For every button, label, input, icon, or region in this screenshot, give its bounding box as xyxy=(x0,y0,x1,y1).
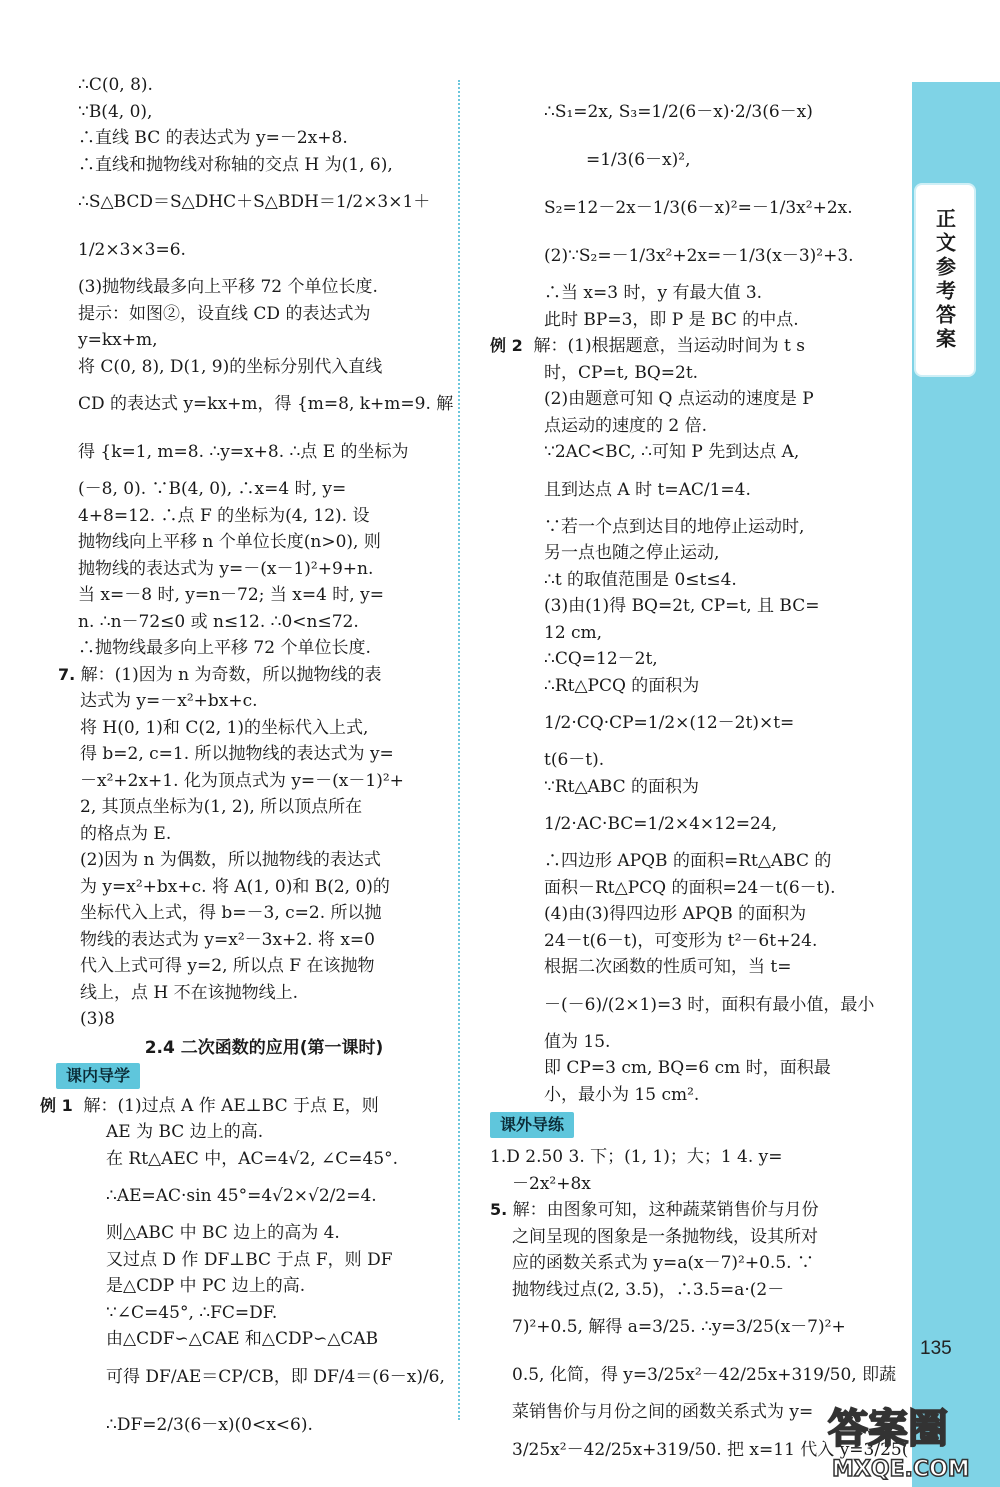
question-number: 5. xyxy=(490,1200,508,1219)
text-line: 为 y=x²+bx+c. 将 A(1, 0)和 B(2, 0)的 xyxy=(80,876,390,897)
text-line: 且到达点 A 时 t=AC/1=4. xyxy=(544,479,751,500)
text-line: 是△CDP 中 PC 边上的高. xyxy=(106,1276,306,1296)
text-line: 提示：如图②，设直线 CD 的表达式为 xyxy=(78,303,371,324)
text-line: 7)²+0.5, 解得 a=3/25. ∴y=3/25(x－7)²+ xyxy=(512,1317,846,1337)
text-line: 将 H(0, 1)和 C(2, 1)的坐标代入上式, xyxy=(80,717,369,738)
text-line: 解：(1)过点 A 作 AE⊥BC 于点 E，则 xyxy=(83,1095,379,1116)
text-line: ∴直线和抛物线对称轴的交点 H 为(1, 6), xyxy=(78,154,393,175)
text-line: 菜销售价与月份之间的函数关系式为 y= xyxy=(512,1402,814,1422)
example-label: 例 1 xyxy=(40,1095,73,1115)
text-line: 抛物线向上平移 n 个单位长度(n>0), 则 xyxy=(78,532,381,552)
text-line: 时，CP=t, BQ=2t. xyxy=(544,362,699,383)
text-line: 物线的表达式为 y=x²－3x+2. 将 x=0 xyxy=(80,929,375,950)
text-line: 小，最小为 15 cm². xyxy=(544,1084,700,1105)
sidebar-tab-label: 正文参考答案 xyxy=(932,208,957,352)
watermark-subtext: MXQE.COM xyxy=(832,1457,970,1482)
text-line: AE 为 BC 边上的高. xyxy=(106,1122,264,1142)
text-line: 将 C(0, 8), D(1, 9)的坐标分别代入直线 xyxy=(78,356,383,377)
text-line: 代入上式可得 y=2, 所以点 F 在该抛物 xyxy=(80,956,375,976)
text-line: ∴S₁=2x, S₃=1/2(6－x)·2/3(6－x) xyxy=(544,102,813,122)
text-line: ∴四边形 APQB 的面积=Rt△ABC 的 xyxy=(544,851,832,871)
column-divider xyxy=(458,80,460,1420)
text-line: ∴抛物线最多向上平移 72 个单位长度. xyxy=(78,638,371,658)
text-line: 24－t(6－t)，可变形为 t²－6t+24. xyxy=(544,930,818,951)
text-line: 之间呈现的图象是一条抛物线，设其所对 xyxy=(512,1226,818,1247)
text-line: 坐标代入上式，得 b=－3, c=2. 所以抛 xyxy=(80,903,382,923)
text-line: (－8, 0). ∵B(4, 0), ∴x=4 时, y= xyxy=(78,479,347,499)
text-line: 解：(1)因为 n 为奇数，所以抛物线的表 xyxy=(80,664,382,685)
text-line: 4+8=12. ∴点 F 的坐标为(4, 12). 设 xyxy=(78,505,370,526)
text-line: 1/2·CQ·CP=1/2×(12－2t)×t= xyxy=(544,713,795,733)
text-line: 抛物线过点(2, 3.5)，∴3.5=a·(2－ xyxy=(512,1279,785,1300)
text-line: ∴直线 BC 的表达式为 y=－2x+8. xyxy=(78,128,348,148)
text-line: n. ∴n－72≤0 或 n≤12. ∴0<n≤72. xyxy=(78,611,359,632)
text-line: 得 b=2, c=1. 所以抛物线的表达式为 y= xyxy=(80,744,394,764)
text-line: 12 cm, xyxy=(544,622,603,643)
section-tag: 课内导学 xyxy=(56,1063,140,1089)
text-line: 则△ABC 中 BC 边上的高为 4. xyxy=(106,1223,340,1243)
text-line: CD 的表达式 y=kx+m，得 {m=8, k+m=9. 解 xyxy=(78,394,454,414)
text-line: S₂=12－2x－1/3(6－x)²=－1/3x²+2x. xyxy=(544,198,853,218)
sidebar-top xyxy=(912,0,1000,82)
watermark-logo xyxy=(820,1392,998,1484)
text-line: (4)由(3)得四边形 APQB 的面积为 xyxy=(544,904,807,924)
text-line: 2, 其顶点坐标为(1, 2), 所以顶点所在 xyxy=(80,797,363,817)
text-line: ∴S△BCD＝S△DHC＋S△BDH＝1/2×3×1＋ xyxy=(78,192,431,212)
text-line: y=kx+m, xyxy=(78,330,158,350)
text-line: 应的函数关系式为 y=a(x－7)²+0.5. ∵ xyxy=(512,1253,814,1273)
text-line: ∵B(4, 0), xyxy=(78,101,153,122)
text-line: ∴AE=AC·sin 45°=4√2×√2/2=4. xyxy=(106,1186,377,1206)
text-line: 可得 DF/AE＝CP/CB，即 DF/4＝(6－x)/6, xyxy=(106,1366,445,1387)
text-line: 达式为 y=－x²+bx+c. xyxy=(80,691,258,711)
text-line: ∵∠C=45°, ∴FC=DF. xyxy=(106,1302,278,1323)
text-line: 面积－Rt△PCQ 的面积=24－t(6－t). xyxy=(544,877,836,898)
text-line: ∴当 x=3 时，y 有最大值 3. xyxy=(544,283,763,303)
text-line: 1/2·AC·BC=1/2×4×12=24, xyxy=(544,814,778,834)
text-line: 在 Rt△AEC 中，AC=4√2, ∠C=45°. xyxy=(106,1148,399,1169)
text-line: 得 {k=1, m=8. ∴y=x+8. ∴点 E 的坐标为 xyxy=(78,442,409,462)
text-line: ∴CQ=12－2t, xyxy=(544,649,658,669)
left-column xyxy=(40,72,454,1449)
text-line: －(－6)/(2×1)=3 时，面积有最小值，最小 xyxy=(544,994,875,1015)
text-line: 另一点也随之停止运动, xyxy=(544,543,720,563)
text-line: 又过点 D 作 DF⊥BC 于点 F，则 DF xyxy=(106,1249,393,1270)
text-line: (3)8 xyxy=(80,1009,115,1029)
text-line: (2)由题意可知 Q 点运动的速度是 P xyxy=(544,389,814,409)
text-line: 的格点为 E. xyxy=(80,823,172,844)
text-line: (2)∵S₂=－1/3x²+2x=－1/3(x－3)²+3. xyxy=(544,246,854,266)
section-title: 2.4 二次函数的应用(第一课时) xyxy=(144,1037,384,1058)
text-line: 线上，点 H 不在该抛物线上. xyxy=(80,982,299,1003)
text-line: (3)抛物线最多向上平移 72 个单位长度. xyxy=(78,277,378,297)
text-line: ∵Rt△ABC 的面积为 xyxy=(544,776,700,797)
text-line: 抛物线的表达式为 y=－(x－1)²+9+n. xyxy=(78,558,374,579)
text-line: ∵若一个点到达目的地停止运动时, xyxy=(544,516,805,537)
text-line: 1/2×3×3=6. xyxy=(78,240,186,260)
text-line: 0.5, 化简，得 y=3/25x²－42/25x+319/50, 即蔬 xyxy=(512,1365,897,1385)
text-line: ∴t 的取值范围是 0≤t≤4. xyxy=(544,569,737,590)
text-line: ∴Rt△PCQ 的面积为 xyxy=(544,675,700,696)
example-label: 例 2 xyxy=(490,336,523,355)
text-line: 根据二次函数的性质可知，当 t= xyxy=(544,957,792,977)
question-number: 7. xyxy=(58,664,76,684)
sidebar-section-tab[interactable] xyxy=(916,185,974,375)
example-1 xyxy=(40,1093,450,1449)
text-line: 当 x=－8 时, y=n－72; 当 x=4 时, y= xyxy=(78,585,384,605)
text-line: ∴C(0, 8). xyxy=(78,75,153,95)
text-line: (3)由(1)得 BQ=2t, CP=t, 且 BC= xyxy=(544,596,820,616)
question-7 xyxy=(58,662,450,1033)
text-line: 3/25x²－42/25x+319/50. 把 x=11 代入 y=3/25( xyxy=(512,1439,909,1460)
text-line: 值为 15. xyxy=(544,1031,611,1052)
section-tag: 课外导练 xyxy=(490,1112,574,1138)
text-line: －2x²+8x xyxy=(512,1173,591,1194)
text-line: ∵2AC<BC, ∴可知 P 先到达点 A, xyxy=(544,442,800,462)
example-2 xyxy=(490,333,875,1108)
text-line: t(6－t). xyxy=(544,750,605,770)
text-line: －x²+2x+1. 化为顶点式为 y=－(x－1)²+ xyxy=(80,770,404,791)
text-line: 即 CP=3 cm, BQ=6 cm 时，面积最 xyxy=(544,1058,831,1078)
text-line: 此时 BP=3，即 P 是 BC 的中点. xyxy=(544,309,799,330)
watermark-text: 答案圈 xyxy=(828,1406,948,1452)
text-line: 点运动的速度的 2 倍. xyxy=(544,415,708,436)
text-line: 由△CDF∽△CAE 和△CDP∽△CAB xyxy=(106,1329,379,1349)
page-number: 135 xyxy=(920,1338,952,1359)
text-line: =1/3(6－x)², xyxy=(586,150,691,170)
text-line: 解：由图象可知，这种蔬菜销售价与月份 xyxy=(512,1200,819,1220)
text-line: 解：(1)根据题意，当运动时间为 t s xyxy=(533,336,805,356)
text-line: 1.D 2.50 3. 下；(1, 1)；大；1 4. y= xyxy=(490,1147,783,1167)
text-line: ∴DF=2/3(6－x)(0<x<6). xyxy=(106,1414,313,1435)
text-line: (2)因为 n 为偶数，所以抛物线的表达式 xyxy=(80,850,381,870)
